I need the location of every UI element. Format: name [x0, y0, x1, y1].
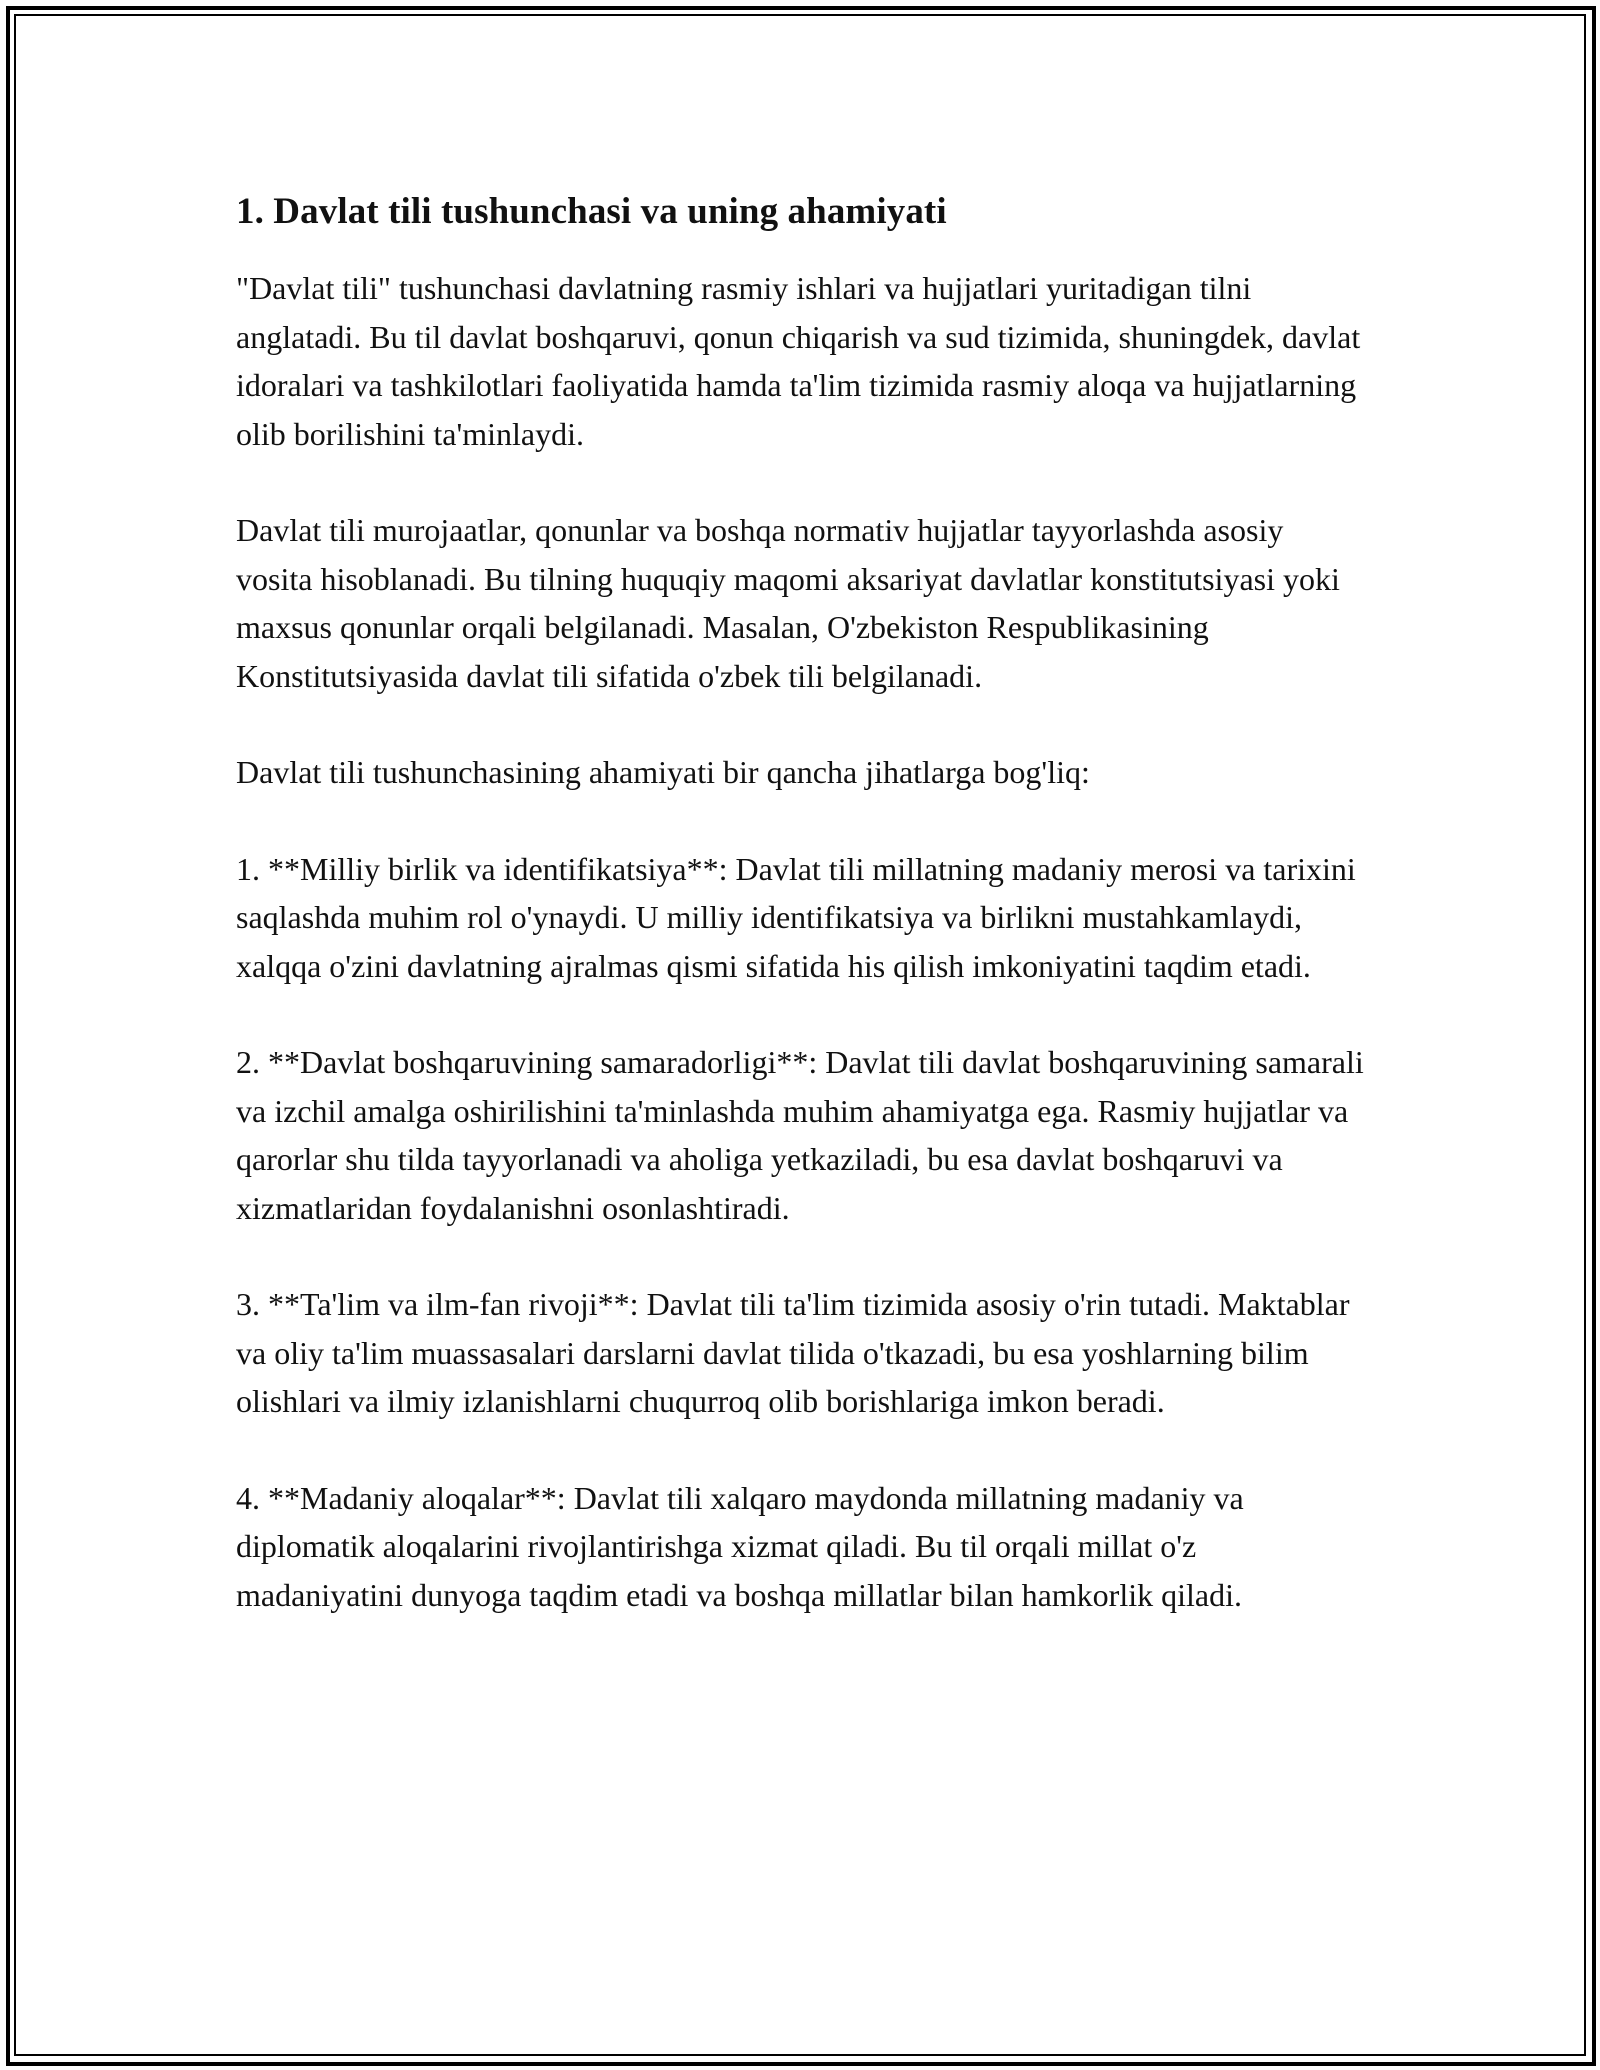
paragraph-definition: "Davlat tili" tushunchasi davlatning rasmiy ishlari va hujjatlari yuritadigan tilni anglatadi. Bu til davlat boshqaruvi, qonun chiqarish va sud tizimida, shuningdek, davlat idoralari va tashkilotlari faoliyatida hamda ta'lim tizimida rasmiy aloqa va hujjatlarning olib borilishini ta'minlaydi.	[236, 270, 1361, 452]
document-body	[236, 186, 1366, 1619]
list-item-cultural-relations: 4. **Madaniy aloqalar**: Davlat tili xalqaro maydonda millatning madaniy va diplomatik aloqalarini rivojlantirishga xizmat qiladi. Bu til orqali millat o'z madaniyatini dunyoga taqdim etadi va boshqa millatlar bilan hamkorlik qiladi.	[236, 1479, 1244, 1613]
list-item-national-unity: 1. **Milliy birlik va identifikatsiya**: Davlat tili millatning madaniy merosi va tarixini saqlashda muhim rol o'ynaydi. U milliy identifikatsiya va birlikni mustahkamlaydi, xalqqa o'zini davlatning ajralmas qismi sifatida his qilish imkoniyatini taqdim etadi.	[236, 850, 1356, 984]
paragraph-importance-intro: Davlat tili tushunchasining ahamiyati bir qancha jihatlarga bog'liq:	[236, 754, 1090, 790]
page-title: 1. Davlat tili tushunchasi va uning ahamiyati	[236, 191, 947, 232]
list-item-governance-efficiency: 2. **Davlat boshqaruvining samaradorligi**: Davlat tili davlat boshqaruvining samarali va izchil amalga oshirilishini ta'minlashda muhim ahamiyatga ega. Rasmiy hujjatlar va qarorlar shu tilda tayyorlanadi va aholiga yetkaziladi, bu esa davlat boshqaruvi va xizmatlaridan foydalanishni osonlashtiradi.	[236, 1044, 1364, 1226]
paragraph-legal-status: Davlat tili murojaatlar, qonunlar va boshqa normativ hujjatlar tayyorlashda asosiy vosita hisoblanadi. Bu tilning huquqiy maqomi aksariyat davlatlar konstitutsiyasi yoki maxsus qonunlar orqali belgilanadi. Masalan, O'zbekiston Respublikasining Konstitutsiyasida davlat tili sifatida o'zbek tili belgilanadi.	[236, 512, 1340, 694]
list-item-education-science: 3. **Ta'lim va ilm-fan rivoji**: Davlat tili ta'lim tizimida asosiy o'rin tutadi. Maktablar va oliy ta'lim muassasalari darslarni davlat tilida o'tkazadi, bu esa yoshlarning bilim olishlari va ilmiy izlanishlarni chuqurroq olib borishlariga imkon beradi.	[236, 1286, 1350, 1419]
